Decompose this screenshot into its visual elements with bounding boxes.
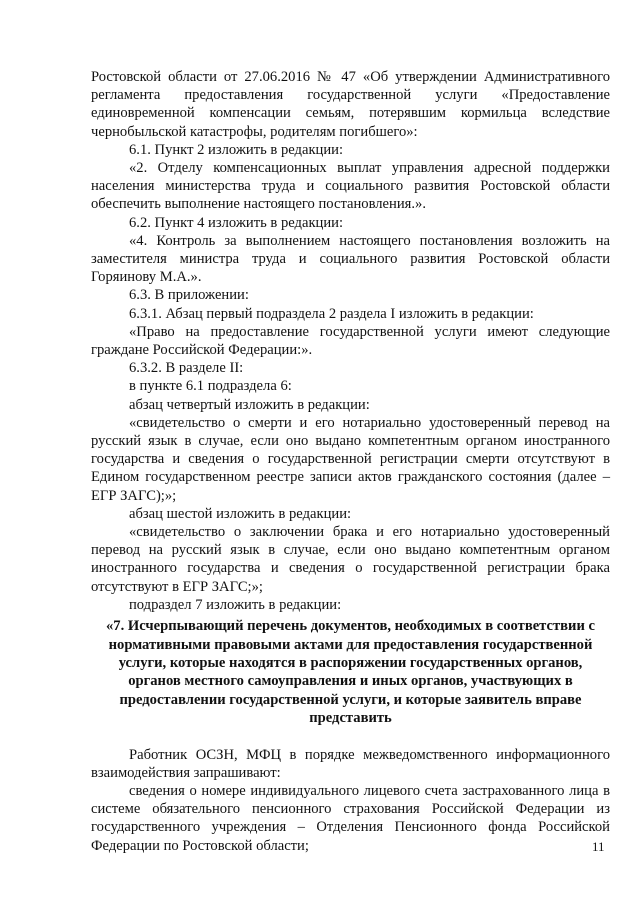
paragraph: 6.3. В приложении: [129,287,249,304]
paragraph: Работник ОСЗН, МФЦ в порядке межведомственного информационного взаимодействия запрашивают: [91,746,610,781]
paragraph: 6.3.1. Абзац первый подраздела 2 раздела I изложить в редакции: [129,305,534,322]
paragraph: «свидетельство о смерти и его нотариально удостоверенный перевод на русский язык в случае, если оно выдано компетентным органом иностранного государства и сведения о государственной регистрации смерти отсутствуют в Едином государственном реестре записи актов гражданского состояния (далее – ЕГР ЗАГС);»; [91,414,610,504]
paragraph: подраздел 7 изложить в редакции: [129,596,342,613]
paragraph: «4. Контроль за выполнением настоящего постановления возложить на заместителя министра труда и социального развития Ростовской области Горяинову М.А.». [91,232,610,286]
paragraph: сведения о номере индивидуального лицевого счета застрахованного лица в системе обязательного пенсионного страхования Российской Федерации из государственного учреждения – Отделения Пенсионного фонда Российской Федерации по Ростовской области; [91,782,610,854]
paragraph: «свидетельство о заключении брака и его нотариально удостоверенный перевод на русский язык в случае, если оно выдано компетентным органом иностранного государства и сведения о государственной регистрации брака отсутствуют в ЕГР ЗАГС;»; [91,524,610,595]
paragraph: абзац четвертый изложить в редакции: [129,396,370,413]
paragraph: 6.1. Пункт 2 изложить в редакции: [129,141,344,158]
paragraph: Ростовской области от 27.06.2016 № 47 «Об утверждении Административного регламента предоставления государственной услуги «Предоставление единовременной компенсации семьям, потерявшим кормильца вследствие чернобыльской катастрофы, родителям погибшего»: [91,69,610,140]
paragraph: «2. Отделу компенсационных выплат управления адресной поддержки населения министерства труда и социального развития Ростовской области обеспечить выполнение настоящего постановления.». [91,160,610,213]
paragraph: 6.2. Пункт 4 изложить в редакции: [129,214,344,231]
page-number: 11 [592,839,605,854]
document-page [91,68,610,855]
paragraph: абзац шестой изложить в редакции: [129,505,352,522]
section-heading: «7. Исчерпывающий перечень документов, необходимых в соответствии с нормативными правовыми актами для предоставления государственной услуги, которые находятся в распоряжении государственных органов, органов местного самоуправления и иных органов, участвующих в предоставлении государственной услуги, и которые заявитель вправе представить [105,618,596,727]
paragraph: «Право на предоставление государственной услуги имеют следующие граждане Российской Федерации:». [91,323,610,359]
spacer [91,728,610,746]
paragraph: в пункте 6.1 подраздела 6: [129,378,292,395]
paragraph: 6.3.2. В разделе II: [129,360,244,377]
